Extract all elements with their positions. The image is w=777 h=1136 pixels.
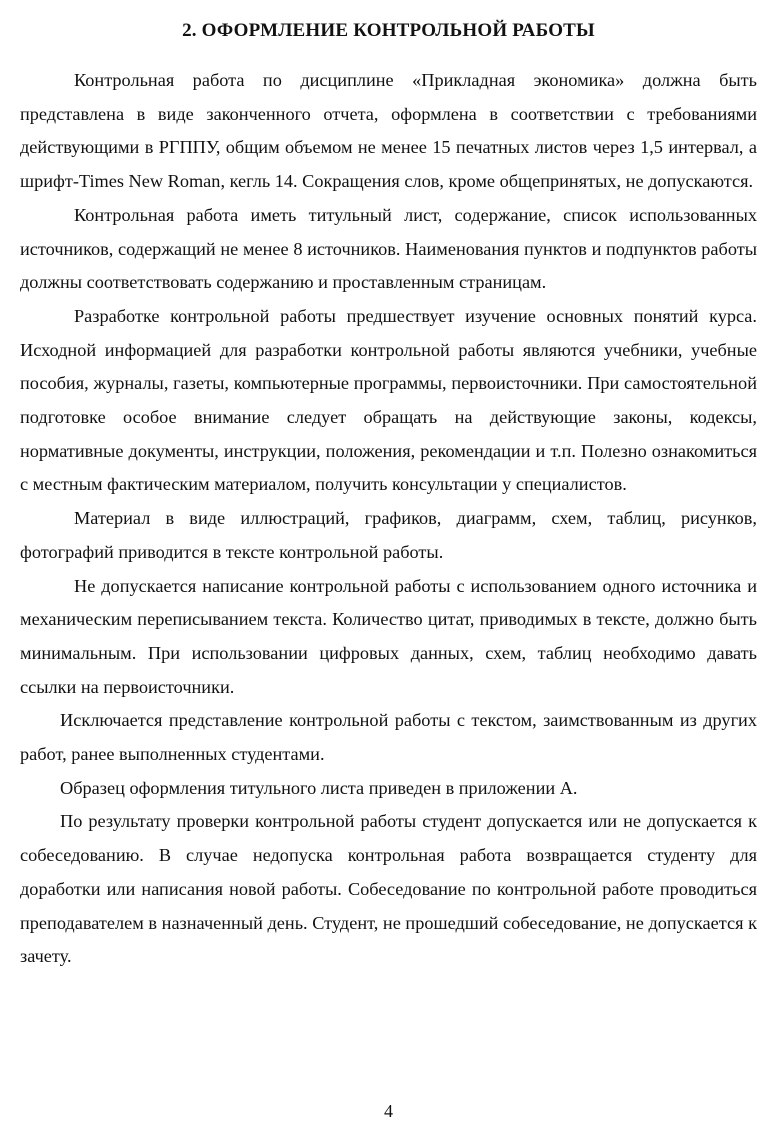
paragraph-requirements: Контрольная работа по дисциплине «Прикладная экономика» должна быть представлена в виде законченного отчета, оформлена в соответствии с требованиями действующими в РГППУ, общим объемом не менее 15 печатных листов через 1,5 интервал, а шрифт-Times New Roman, кегль 14. Сокращения слов, кроме общепринятых, не допускаются.: [20, 70, 757, 192]
paragraph-review: По результату проверки контрольной работы студент допускается или не допускается к собеседованию. В случае недопуска контрольная работа возвращается студенту для доработки или написания новой работы. Собеседование по контрольной работе проводиться преподавателем в назначенный день. Студент, не прошедший собеседование, не допускается к зачету.: [20, 811, 757, 967]
section-heading: 2. ОФОРМЛЕНИЕ КОНТРОЛЬНОЙ РАБОТЫ: [182, 20, 595, 41]
paragraph-preparation: Разработке контрольной работы предшествует изучение основных понятий курса. Исходной информацией для разработки контрольной работы являются учебники, учебные пособия, журналы, газеты, компьютерные программы, первоисточники. При самостоятельной подготовке особое внимание следует обращать на действующие законы, кодексы, нормативные документы, инструкции, положения, рекомендации и т.п. Полезно ознакомиться с местным фактическим материалом, получить консультации у специалистов.: [20, 305, 757, 495]
paragraph-title-sample: Образец оформления титульного листа приведен в приложении А.: [60, 777, 578, 798]
paragraph-sources: Не допускается написание контрольной работы с использованием одного источника и механическим переписыванием текста. Количество цитат, приводимых в тексте, должно быть минимальным. При использовании цифровых данных, схем, таблиц необходимо давать ссылки на первоисточники.: [20, 575, 757, 697]
paragraph-plagiarism: Исключается представление контрольной работы с текстом, заимствованным из других работ, ранее выполненных студентами.: [20, 710, 757, 765]
paragraph-illustrations: Материал в виде иллюстраций, графиков, диаграмм, схем, таблиц, рисунков, фотографий приводится в тексте контрольной работы.: [20, 508, 757, 562]
document-body: [20, 64, 757, 974]
paragraph-structure: Контрольная работа иметь титульный лист, содержание, список использованных источников, содержащий не менее 8 источников. Наименования пунктов и подпунктов работы должны соответствовать содержанию и проставленным страницам.: [20, 204, 757, 293]
page-number: 4: [384, 1101, 393, 1121]
